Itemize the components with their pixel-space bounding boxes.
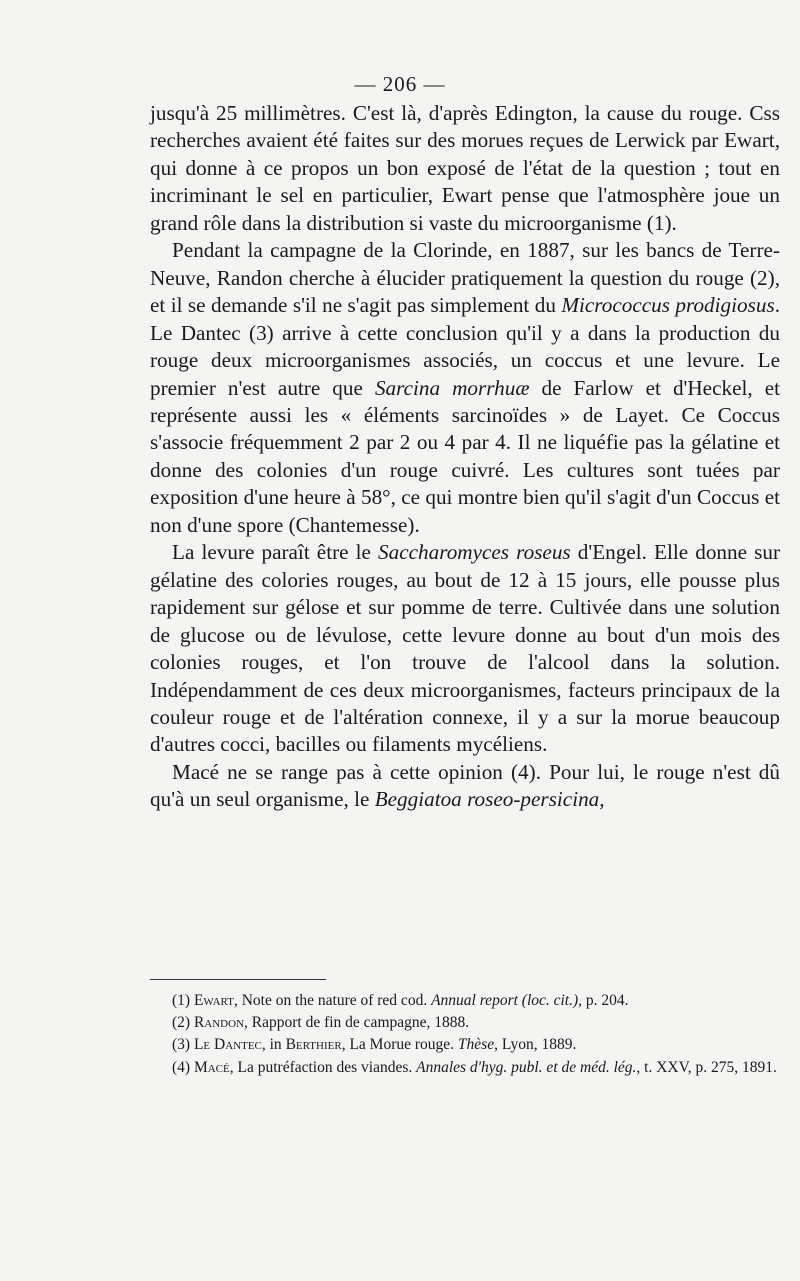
body-text <box>150 100 780 814</box>
italic-text: Annual report (loc. cit.) <box>431 992 579 1009</box>
paragraph <box>150 539 780 759</box>
author-name: Berthier <box>285 1036 342 1054</box>
footnote <box>150 990 780 1012</box>
paragraph <box>150 100 780 237</box>
italic-text: Saccharomyces roseus <box>378 540 571 565</box>
text-run: , in <box>261 1036 286 1054</box>
text-run: Macé ne se range pas à cette opinion (4). Pour lui, le rouge n'est dû qu'à un seul organisme, le <box>150 759 780 812</box>
text-run: , Note on the nature of red cod. <box>233 992 432 1009</box>
text-run: , t. XXV, p. 275, 1891. <box>636 1058 777 1076</box>
footnote <box>150 1012 780 1034</box>
text-run: (2) <box>172 1014 194 1032</box>
text-run: , La Morue rouge. <box>341 1036 458 1054</box>
text-run: La levure paraît être le <box>172 540 379 565</box>
page-number: — 206 — <box>354 72 446 96</box>
footnotes <box>150 990 780 1079</box>
text-run: d'Engel. Elle donne sur gélatine des colories rouges, au bout de 12 à 15 jours, elle pousse plus rapidement sur gélose et sur pomme de terre. Cultivée dans une solution de glucose ou de lévulose, cette levure donne au bout d'un mois des colonies rouges, et l'on trouve de l'alcool dans la solution. Indépendamment de ces deux microorganismes, facteurs principaux de la couleur rouge et de l'altération connexe, il y a sur la morue beaucoup d'autres cocci, bacilles ou filaments mycéliens. <box>150 540 780 757</box>
italic-text: Micrococcus prodigiosus <box>561 293 775 318</box>
italic-text: Annales d'hyg. publ. et de méd. lég. <box>416 1058 637 1076</box>
author-name: Ewart <box>193 992 234 1009</box>
text-run: jusqu'à 25 millimètres. C'est là, d'après Edington, la cause du rouge. Css recherches avaient été faites sur des morues reçues de Lerwick par Ewart, qui donne à ce propos un bon exposé de l'état de la question ; tout en incriminant le sel en particulier, Ewart pense que l'atmosphère joue un grand rôle dans la distribution si vaste du microorganisme (1). <box>150 101 780 235</box>
paragraph <box>150 237 780 539</box>
text-run: (3) <box>172 1036 194 1054</box>
italic-text: Beggiatoa roseo-persicina, <box>374 787 605 812</box>
text-run: . Le Dantec (3) arrive à cette conclusion qu'il y a dans la production du rouge deux microorganismes associés, un coccus et une levure. Le premier n'est autre que <box>150 293 780 400</box>
author-name: Le Dantec <box>193 1036 262 1054</box>
text-run: , Lyon, 1889. <box>494 1036 577 1054</box>
text-run: Pendant la campagne de la Clorinde, en 1887, sur les bancs de Terre-Neuve, Randon cherche à élucider pratiquement la question du rouge (2), et il se demande s'il ne s'agit pas simplement du <box>150 238 780 318</box>
author-name: Randon <box>193 1014 245 1032</box>
text-run: (4) <box>172 1058 194 1076</box>
text-run: , La putréfaction des viandes. <box>229 1058 417 1076</box>
text-run: (1) <box>172 992 194 1009</box>
footnote <box>150 1057 780 1079</box>
italic-text: Thèse <box>457 1036 495 1054</box>
italic-text: Sarcina morrhuæ <box>374 375 530 400</box>
text-run: , p. 204. <box>578 992 629 1009</box>
text-run: de Farlow et d'Heckel, et représente aussi les « éléments sarcinoïdes » de Layet. Ce Coccus s'associe fréquemment 2 par 2 ou 4 par 4. Il ne liquéfie pas la gélatine et donne des colonies d'un rouge cuivré. Les cultures sont tuées par exposition d'une heure à 58°, ce qui montre bien qu'il s'agit d'un Coccus et non d'une spore (Chantemesse). <box>150 375 780 537</box>
text-run: , Rapport de fin de campagne, 1888. <box>244 1014 470 1032</box>
paragraph <box>150 759 780 814</box>
author-name: Macé <box>193 1058 230 1076</box>
footnote <box>150 1034 780 1056</box>
footnote-separator <box>150 979 326 980</box>
